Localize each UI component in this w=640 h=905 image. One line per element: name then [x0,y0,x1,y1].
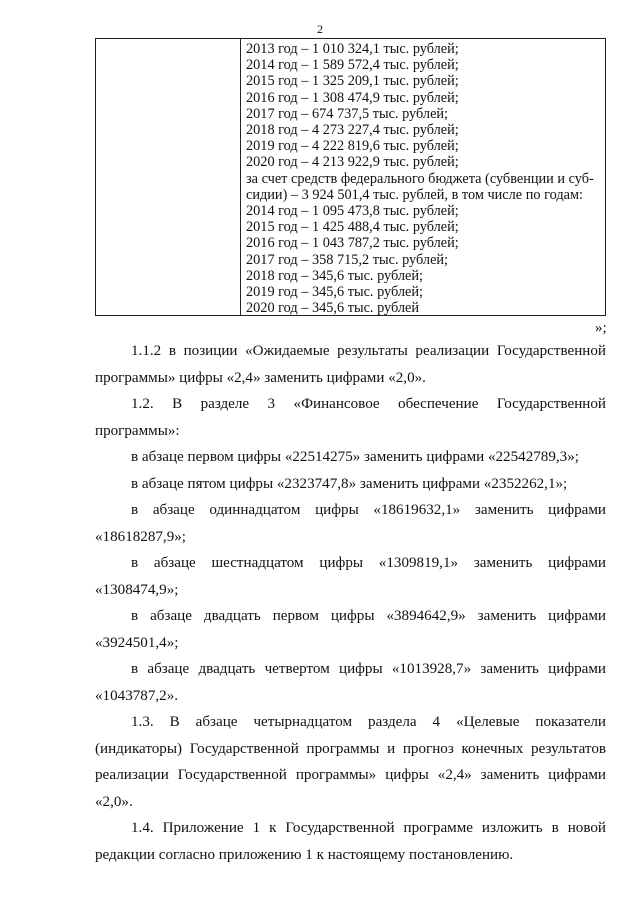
paragraph-abzac-21-line2: «3924501,4»; [95,634,179,651]
table-line: 2018 год – 4 273 227,4 тыс. рублей; [246,122,459,139]
table-line: за счет средств федерального бюджета (субвенции и суб-сидии) – 3 924 501,4 тыс. рублей, в том числе по годам: [246,170,594,203]
table-line: 2013 год – 1 010 324,1 тыс. рублей; [246,41,459,57]
table-line: 2014 год – 1 589 572,4 тыс. рублей; [246,57,459,74]
paragraph-1-4: 1.4. Приложение 1 к Государственной программе изложить в новой редакции согласно приложению 1 к настоящему постановлению. [95,820,606,863]
table-line: 2017 год – 358 715,2 тыс. рублей; [246,251,449,268]
paragraph-1-2: 1.2. В разделе 3 «Финансовое обеспечение Государственной программы»: [95,396,606,439]
closing-quote: »; [595,320,607,336]
table-line: 2019 год – 4 222 819,6 тыс. рублей; [246,138,459,155]
paragraph-abzac-16-line2: «1308474,9»; [95,581,179,598]
table-line: 2017 год – 674 737,5 тыс. рублей; [246,105,449,122]
table-line: 2015 год – 1 425 488,4 тыс. рублей; [246,219,459,236]
table-right-cell [241,39,605,315]
paragraph-1-1-2: 1.1.2 в позиции «Ожидаемые результаты реализации Государственной программы» цифры «2,4» заменить цифрами «2,0». [95,343,606,386]
page-number: 2 [317,22,323,36]
table-left-cell [96,39,241,315]
document-body [95,338,606,868]
table-line: 2020 год – 345,6 тыс. рублей [246,300,420,317]
table-line: 2016 год – 1 308 474,9 тыс. рублей; [246,89,459,106]
table-line: 2019 год – 345,6 тыс. рублей; [246,284,424,301]
paragraph-abzac-11-line2: «18618287,9»; [95,528,186,545]
paragraph-abzac-5: в абзаце пятом цифры «2323747,8» заменить цифрами «2352262,1»; [131,475,568,492]
table-line: 2018 год – 345,6 тыс. рублей; [246,267,424,284]
paragraph-abzac-11-line1: в абзаце одиннадцатом цифры «18619632,1» заменить цифрами [131,502,606,518]
table-line: 2015 год – 1 325 209,1 тыс. рублей; [246,73,459,90]
paragraph-abzac-21-line1: в абзаце двадцать первом цифры «3894642,9» заменить цифрами [131,608,606,624]
funding-table [95,38,606,316]
paragraph-abzac-16-line1: в абзаце шестнадцатом цифры «1309819,1» заменить цифрами [131,555,606,571]
paragraph-abzac-24-line1: в абзаце двадцать четвертом цифры «1013928,7» заменить цифрами [131,661,606,677]
paragraph-abzac-1: в абзаце первом цифры «22514275» заменить цифрами «22542789,3»; [131,449,579,465]
table-line: 2014 год – 1 095 473,8 тыс. рублей; [246,203,459,220]
table-line: 2020 год – 4 213 922,9 тыс. рублей; [246,154,459,171]
paragraph-abzac-24-line2: «1043787,2». [95,687,179,704]
table-line: 2016 год – 1 043 787,2 тыс. рублей; [246,235,459,252]
paragraph-1-3: 1.3. В абзаце четырнадцатом раздела 4 «Целевые показатели (индикаторы) Государственной программы и прогноз конечных результатов реализации Государственной программы» цифры «2,4» заменить цифрами «2,0». [95,714,606,810]
